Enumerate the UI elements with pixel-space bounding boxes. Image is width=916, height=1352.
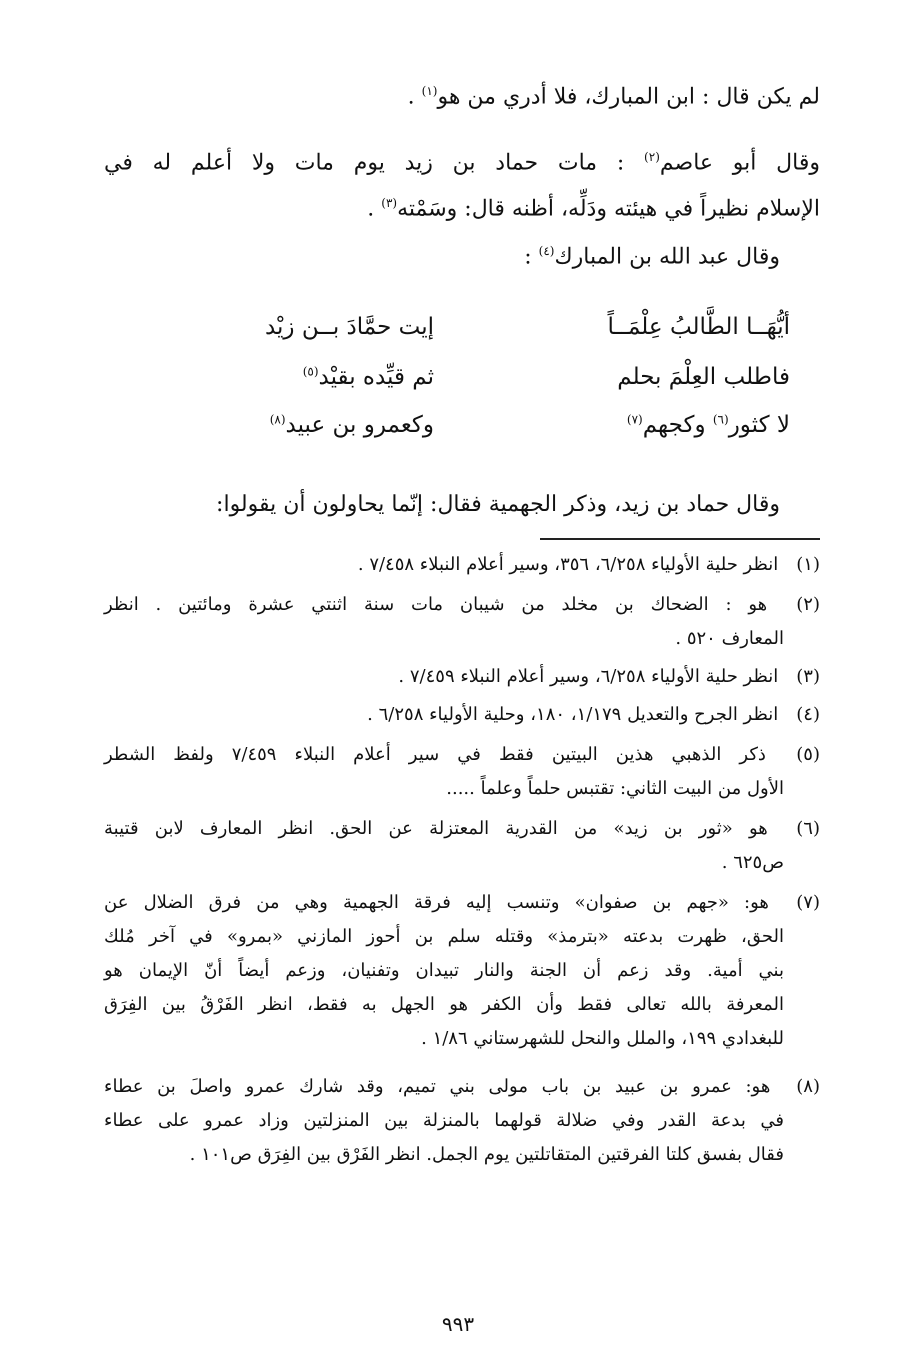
footnote-6 xyxy=(104,812,820,880)
main-text: وقال حماد بن زيد، وذكر الجهمية فقال: إنّما يحاولون أن يقولوا: xyxy=(216,492,780,517)
main-text: الإسلام نظيراً في هيئته ودَلِّه، أظنه قال: وسَمْته xyxy=(397,196,820,222)
footnote-text: ص٦٢٥ . xyxy=(721,852,784,873)
footnote-text: هو «ثور بن زيد» من القدرية المعتزلة عن الحق. انظر المعارف لابن قتيبة xyxy=(104,818,768,839)
verse-text: وكعمرو بن عبيد xyxy=(285,412,434,438)
footnote-text: ذكر الذهبي هذين البيتين فقط في سير أعلام النبلاء ٧/٤٥٩ ولفظ الشطر xyxy=(104,744,766,765)
verse-text: ثم قيِّده بقيْد xyxy=(318,364,434,390)
footnote-text: للبغدادي ١٩٩، والملل والنحل للشهرستاني ١/٨٦ . xyxy=(421,1028,784,1049)
footnote-text: بني أمية. وقد زعم أن الجنة والنار تبيدان وتفنيان، وزعم أيضاً أنّ الإيمان هو xyxy=(104,960,784,981)
main-text-line-3 xyxy=(104,196,820,221)
footnote-text: الأول من البيت الثاني: تقتبس حلماً وعلماً ..... xyxy=(446,778,784,799)
main-text-line-2 xyxy=(104,150,820,175)
verse-hemistich-first: أيُّهَــا الطَّالبُ عِلْمَــاً xyxy=(607,314,790,340)
footnote-8 xyxy=(104,1070,820,1172)
footnote-ref: (٨) xyxy=(269,412,286,427)
footnote-number: (٣) xyxy=(796,666,820,687)
verse-hemistich-second xyxy=(134,364,434,390)
main-text: : مات حماد بن زيد يوم مات ولا أعلم له في xyxy=(104,150,645,176)
footnote-ref: (١) xyxy=(421,84,438,98)
poem-verse-3 xyxy=(104,412,820,452)
footnote-number: (٥) xyxy=(796,744,820,765)
verse-hemistich-second xyxy=(134,412,434,438)
poem-verse-1 xyxy=(104,314,820,354)
footnote-text: هو: «جهم بن صفوان» وتنسب إليه فرقة الجهمية وهي من فرق الضلال عن xyxy=(104,892,769,913)
footnote-number: (٦) xyxy=(796,818,820,839)
footnote-ref: (٥) xyxy=(302,364,319,379)
page-number: ٩٩٣ xyxy=(441,1312,475,1336)
footnote-text: في بدعة القدر وفي ضلالة قولهما بالمنزلة بين المنزلتين وزاد عمرو على عطاء xyxy=(104,1110,784,1131)
footnote-text: انظر حلية الأولياء ٦/٢٥٨، وسير أعلام النبلاء ٧/٤٥٩ . xyxy=(398,666,779,687)
footnote-ref: (٢) xyxy=(644,150,660,164)
main-text: . xyxy=(407,84,422,110)
main-text: وقال عبد الله بن المبارك xyxy=(554,244,780,270)
verse-hemistich-first: فاطلب العِلْمَ بحلم xyxy=(617,364,790,390)
footnote-ref: (٣) xyxy=(381,196,398,210)
footnote-text: انظر حلية الأولياء ٦/٢٥٨، ٣٥٦، وسير أعلام النبلاء ٧/٤٥٨ . xyxy=(357,554,779,575)
main-text-line-5 xyxy=(104,492,820,517)
footnote-ref: (٦) xyxy=(712,412,729,427)
main-text: : xyxy=(524,244,539,270)
main-text: لم يكن قال : ابن المبارك، فلا أدري من هو xyxy=(437,84,820,110)
footnote-5 xyxy=(104,738,820,806)
footnote-text: هو: عمرو بن عبيد بن باب مولى بني تميم، وقد شارك عمرو واصلَ بن عطاء xyxy=(104,1076,771,1097)
footnote-7 xyxy=(104,886,820,1056)
footnote-number: (٢) xyxy=(796,594,820,615)
footnote-3 xyxy=(104,660,820,694)
verse-text: وكجهم xyxy=(642,412,713,438)
footnote-text: الحق، ظهرت بدعته «بترمذ» وقتله سلم بن أحوز المازني «بمرو» في آخر مُلك xyxy=(104,926,784,947)
verse-hemistich-second: إيت حمَّادَ بــن زيْد xyxy=(264,314,434,340)
footnote-text: فقال بفسق كلتا الفرقتين المتقاتلتين يوم الجمل. انظر الفَرْق بين الفِرَق ص١٠١ . xyxy=(189,1144,784,1165)
footnote-number: (٤) xyxy=(796,704,820,725)
footnote-text: هو : الضحاك بن مخلد من شيبان مات سنة اثنتي عشرة ومائتين . انظر xyxy=(104,594,768,615)
footnote-2 xyxy=(104,588,820,656)
footnote-4 xyxy=(104,698,820,732)
footnote-ref: (٧) xyxy=(626,412,643,427)
footnote-number: (١) xyxy=(796,554,820,575)
footnote-1 xyxy=(104,548,820,582)
main-text: . xyxy=(367,196,382,222)
footnote-ref: (٤) xyxy=(538,244,555,258)
verse-hemistich-first xyxy=(510,412,790,438)
main-text-line-4 xyxy=(104,244,820,269)
footnote-divider xyxy=(540,538,820,540)
verse-text: لا كثور xyxy=(728,412,790,438)
footnote-text: انظر الجرح والتعديل ١/١٧٩، ١٨٠، وحلية الأولياء ٦/٢٥٨ . xyxy=(367,704,779,725)
main-text: وقال أبو عاصم xyxy=(659,150,820,176)
main-text-line-1 xyxy=(104,84,820,109)
footnote-number: (٨) xyxy=(796,1076,820,1097)
footnote-number: (٧) xyxy=(796,892,820,913)
poem-verse-2 xyxy=(104,364,820,404)
footnote-text: المعرفة بالله تعالى فقط وأن الكفر هو الجهل به فقط، انظر الفَرْقُ بين الفِرَق xyxy=(104,994,784,1015)
footnote-text: المعارف ٥٢٠ . xyxy=(675,628,784,649)
